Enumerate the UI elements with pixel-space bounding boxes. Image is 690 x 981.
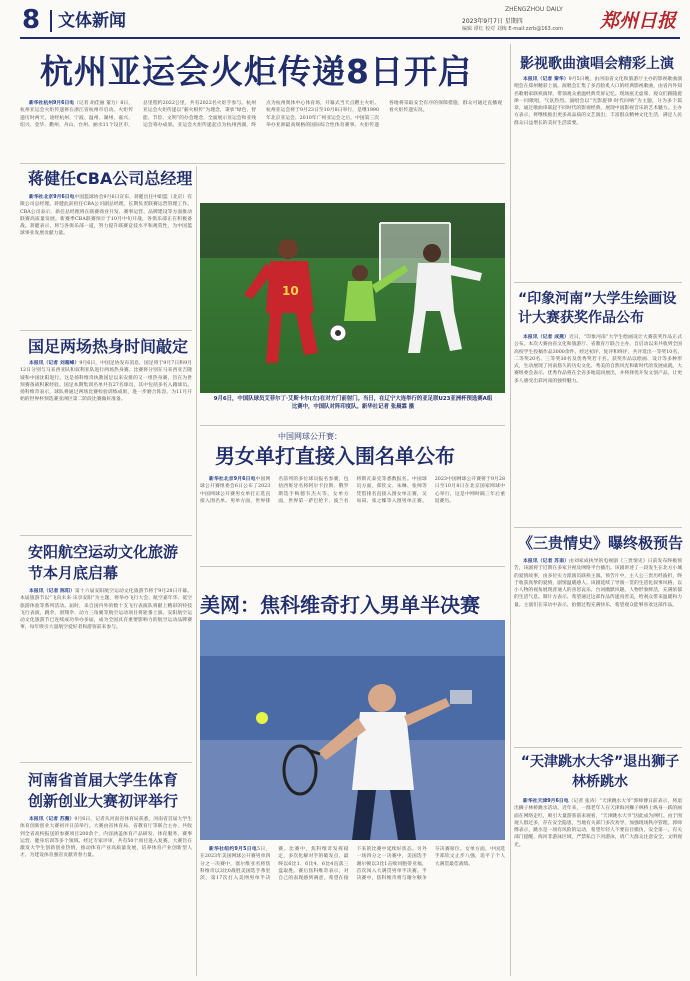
lead-jiang: 新华社北京9月6日电: [29, 195, 75, 200]
article-film-body: [514, 76, 682, 278]
section-divider: [50, 10, 52, 32]
lead-tianjin: 新华社天津9月6日电: [523, 799, 569, 804]
lead-anyang: 本报讯（记者 陈阳）: [29, 589, 75, 594]
headline-anyang: 安阳航空运动文化旅游节本月底启幕: [28, 543, 179, 582]
text-henan: 9月6日，记者从河南省体育局获悉，河南省首届大学生体育创新创业大赛初评日前举行。大赛由省体育局、省教育厅等联合主办，共收到全省高校报送的参赛项目200余个，内容涵盖体育产品研发、体育服务、赛事运营、健身培训等多个领域。经过专家评审，共有50个项目进入复赛。大赛旨在激发大学生创新创业热情，推动体育产业高质量发展，培养体育产业创新型人才，为建设体育强省贡献青春力量。: [20, 817, 192, 859]
tennis-photo: [200, 620, 505, 840]
headline-usopen: 美网：焦科维奇打入男单半决赛: [200, 593, 480, 617]
divider-8: [514, 527, 682, 528]
article-tianjin-body: [514, 798, 682, 976]
text-tennis: 中国网球公开赛组委会6日公布了2023中国网球公开赛男女单打正选直接入围名单。男单方面，世界排名前列的多位球员报名参赛，包括西班牙名将阿尔卡拉斯、俄罗斯选手梅德韦杰夫等。女单方面，世界第一萨巴伦卡、波兰名将斯瓦泰克等悉数报名。中国球员方面，郑钦文、朱琳、张帅等凭借排名直接入围女单正赛，吴易昺、张之臻等入围男单正赛。2023中国网球公开赛将于9月28日至10月8日在北京国家网球中心举行，这是中网时隔三年后重返赛历。: [200, 477, 505, 504]
article-impression-body: [514, 334, 682, 524]
text-impression: 近日，“印象河南”大学生绘画设计大赛获奖作品正式公布。本次大赛由省文化和旅游厅、省教育厅联合主办，自启动以来共收到全国高校学生投稿作品3000余件。经过初评、复评和终评，共评选出一等奖10名、二等奖20名、三等奖30名及优秀奖若干名。获奖作品以绘画、设计等多种形式，生动展现了河南悠久的历史文化、秀美的自然风光和新时代的发展成就。大赛组委会表示，优秀作品将在全省多地巡回展出，并将择优开发文创产品，让更多人感受出彩河南的独特魅力。: [514, 335, 682, 384]
text-film: 9月5日晚，由河南省文化和旅游厅主办的影视歌曲演唱会在郑州精彩上演。演唱会汇集了多首脍炙人口的经典影视歌曲，由省内外知名歌唱家联袂演绎，带领观众重温经典荧屏记忆。现场座无虚席，观众们跟随旋律一同歌唱，气氛热烈。演唱会以“光影旋律·时代回响”为主题，分为多个篇章，通过歌曲串联起不同时代的影视经典，展现中国影视音乐的艺术魅力。主办方表示，将继续推出更多高品质的文艺演出，丰富群众精神文化生活，满足人民群众日益增长的美好生活需要。: [514, 77, 682, 126]
lead-tennis: 新华社北京9月6日电: [209, 477, 256, 482]
article-usopen-body: [200, 846, 505, 976]
lead-henan: 本报讯（记者 苏薇）: [29, 817, 75, 822]
headline-henan: 河南省首届大学生体育创新创业大赛初评举行: [28, 771, 179, 810]
article-guoya-body: [20, 360, 192, 530]
lead-hangzhou: 新华社杭州9月6日电: [29, 101, 75, 106]
article-tennis-body: [200, 476, 505, 558]
column-rule-left: [196, 166, 197, 976]
divider-7: [514, 282, 682, 283]
divider-2: [20, 330, 192, 331]
lead-impression: 本报讯（记者 成燕）: [523, 335, 569, 340]
column-rule-right: [510, 44, 511, 976]
article-anyang-body: [20, 588, 192, 756]
section-title: 文体新闻: [58, 11, 126, 31]
article-hangzhou-body: [20, 100, 502, 160]
text-usopen: 5日，在2023年美国网球公开赛男单四分之一决赛中，塞尔维亚名将焦科维奇以3比0战胜美国选手弗里茨，第17次打入美网男单半决赛。比赛中，焦科维奇发挥稳定，多次化解对手的破发点，最终以6比1、6比4、6比4直落三盘取胜。赛后焦科维奇表示，对自己的表现感到满意，希望在接下来的比赛中延续好状态。另外一场四分之一决赛中，美国选手谢尔顿以3比1击败同胞蒂亚福，首次闯入大满贯男单半决赛。半决赛中，焦科维奇将与谢尔顿争夺决赛席位。女单方面，中国选手郑钦文止步八强，追平了个人大满贯最佳战绩。: [200, 847, 505, 882]
header-rule: [20, 37, 680, 39]
text-anyang: 第十六届安阳航空运动文化旅游节将于9月28日开幕。本届旅游节以“飞向未来·乐享安阳”为主题，将举办飞行大会、航空嘉年华、低空旅游体验等系列活动。届时，来自国内外的数十支飞行表演队将献上精彩的特技飞行表演，跳伞、滑翔伞、动力三角翼等航空运动项目将轮番上演。安阳航空运动文化旅游节已连续成功举办多届，成为全国具有重要影响力的航空运动品牌赛事，每年吸引大量航空爱好者和游客前来参与。: [20, 589, 192, 631]
headline-film: 影视歌曲演唱会精彩上演: [520, 56, 674, 72]
page-header: [0, 0, 690, 38]
text-tianjin: （记者 张涛）“天津跳水大爷”郭师傅日前表示，将退出狮子林桥跳水活动。近年来，一群老年人在天津海河狮子林桥上纵身一跃的画面在网络走红，吸引大量游客前来观看，“天津跳水大爷”因此成为网红。由于围观人群过多，存在安全隐患，当地有关部门多次劝导，加强现场秩序管理。郭师傅表示，跳水是一项有风险的运动，希望年轻人不要盲目模仿，安全第一。有关部门提醒，海河非游泳区域，严禁私自下河游泳，请广大群众注意安全，文明观光。: [514, 799, 682, 848]
headline-sanguiqing: 《三贵情史》曝终极预告: [518, 534, 684, 552]
text-hangzhou: （记者 胡佳丽 董力）8日，杭州亚运会火炬传递将在浙江省杭州市启动。火炬传递历时两天，途经杭州、宁波、温州、湖州、嘉兴、绍兴、金华、衢州、舟山、台州、丽水11个设区市，总里程约2022公里，共有2022名火炬手参与。杭州亚运会火炬传递以“薪火相传”为理念，秉承“绿色、智能、节俭、文明”的办会理念，全面展示亚运会和亚残运会筹办成果。亚运会火炬传递起点为杭州西湖，终点为杭州奥体中心体育场，开幕式当天点燃主火炬。杭州亚运会将于9月23日至10月8日举行，是继1990年北京亚运会、2010年广州亚运会之后，中国第三次举办亚洲最高规格的国际综合性体育赛事。火炬传递各地将采取安全有序的保障措施，群众可通过直播观看火炬传递实况。: [20, 101, 502, 128]
tennis-photo-image: [200, 620, 505, 840]
headline-tianjin: “天津跳水大爷”退出狮子林桥跳水: [520, 754, 680, 790]
text-sanguiqing: 由刘家成执导的电视剧《三贵情史》日前发布终极预告，该剧将于近期在多家卫视及网络平台播出。该剧讲述了一段发生在北方小城的爱情故事，由多位实力派演员联袂主演。预告片中，主人公三贵历经波折，终于收获真挚的爱情，剧情温暖感人。该剧延续了导演一贯的生活化叙事风格，以小人物的视角展现普通人的喜怒哀乐，台词幽默风趣，人物形象鲜活，充满浓郁的生活气息。制片方表示，希望通过这部作品传递真善美，给观众带来温暖和力量。主演们在采访中表示，拍摄过程充满快乐，希望观众能够喜欢这部作品。: [514, 559, 682, 608]
lead-guoya: 本报讯（记者 刘超峰）: [29, 361, 80, 366]
divider-4: [20, 762, 192, 763]
soccer-photo: [200, 203, 505, 393]
lead-sanguiqing: 本报讯（记者 苏南）: [523, 559, 570, 564]
brand-logo: 郑州日报: [600, 10, 677, 32]
divider-3: [20, 535, 192, 536]
svg-text:10: 10: [282, 284, 299, 298]
article-jiang-body: [20, 194, 192, 322]
divider-1: [20, 163, 505, 164]
text-guoya: 9月6日，中国足协发布消息，国足将于9月7日和9月12日分别与马来西亚队和叙利亚队进行两场热身赛。比赛将分别在马来西亚吉隆坡和中国沈阳进行。这是扬科维奇执教国足以来安排的又一组热身赛，旨在为世预赛备战积累经验。国足本期集训名单共有27名球员，其中包括多名入籍球员。扬科维奇表示，球队将通过两场比赛检验训练成果，进一步磨合阵容，为11月开始的世界杯预选赛亚洲区第二阶段比赛做好准备。: [20, 361, 192, 403]
lead-film: 本报讯（记者 秦华）: [523, 77, 569, 82]
kicker-tennis: 中国网球公开赛：: [278, 432, 342, 441]
text-jiang: 中国篮球协会9月6日宣布，蒋健出任中职篮（北京）有限公司总经理。蒋健此前担任CBA公司副总经理，长期负责联赛运营管理工作。CBA公司表示，新任总经理将在联赛商业开发、赛事运营、品牌建设等方面推动联赛高质量发展。新赛季CBA联赛预计于10月中旬开战，各俱乐部正在积极备战。蒋健表示，将与各俱乐部一道，努力提升联赛竞技水平和观赏性，为中国篮球事业发展贡献力量。: [20, 195, 192, 237]
editors-line: 编辑 谭红 校对 刘梅 E-mail:zzrb@163.com: [462, 26, 564, 32]
soccer-photo-caption: 9月6日，中国队球员艾菲尔丁·艾斯卡尔(左)在对方门前射门。当日，在辽宁大连举行的亚足联U23亚洲杯预选赛A组比赛中，中国队对阵印度队。新华社记者 张晨霖 摄: [213, 396, 493, 410]
date-line: 2023年9月7日 星期四: [462, 18, 523, 25]
headline-impression: “印象河南”大学生绘画设计大赛获奖作品公布: [518, 291, 677, 326]
soccer-photo-image: [200, 203, 505, 393]
divider-5: [200, 425, 505, 426]
lead-usopen: 新华社纽约9月5日电: [209, 847, 257, 852]
article-sanguiqing-body: [514, 558, 682, 744]
page-number: 8: [22, 5, 41, 35]
headline-hangzhou: 杭州亚运会火炬传递8日开启: [40, 52, 472, 91]
headline-guoya: 国足两场热身时间敲定: [28, 337, 189, 356]
divider-6: [200, 566, 505, 567]
headline-tennis: 男女单打直接入围名单公布: [215, 444, 455, 468]
article-henan-body: [20, 816, 192, 976]
paper-name-en: ZHENGZHOU DAILY: [505, 6, 563, 13]
headline-jiang: 蒋健任CBA公司总经理: [28, 169, 193, 188]
divider-9: [514, 747, 682, 748]
